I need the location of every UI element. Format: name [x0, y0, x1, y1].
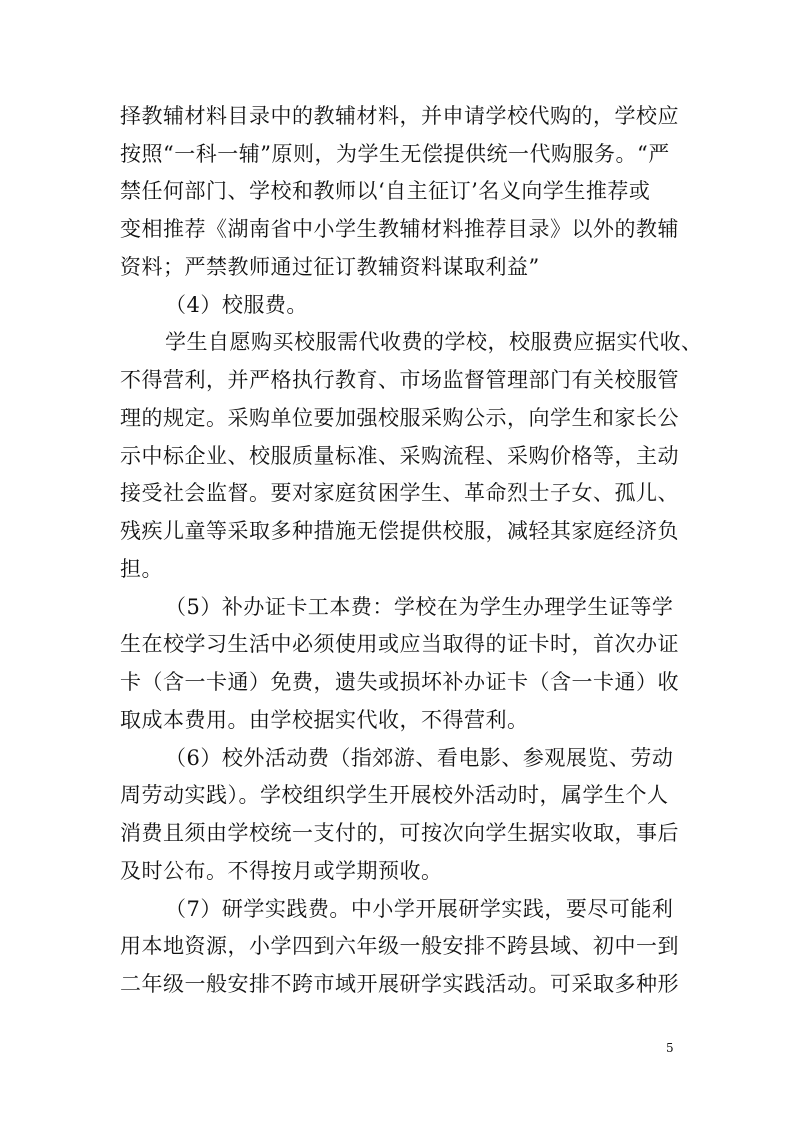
text-line: 接受社会监督。要对家庭贫困学生、革命烈士子女、孤儿、 — [120, 481, 679, 505]
text-line: 理的规定。采购单位要加强校服采购公示，向学生和家长公 — [120, 406, 679, 430]
text-line: 择教辅材料目录中的教辅材料，并申请学校代购的，学校应 — [120, 104, 679, 128]
page-number: 5 — [666, 1041, 674, 1055]
text-line: 不得营利，并严格执行教育、市场监督管理部门有关校服管 — [120, 368, 679, 392]
text-line: （6）校外活动费（指郊游、看电影、参观展览、劳动 — [165, 746, 674, 770]
text-line: 资料；严禁教师通过征订教辅资料谋取利益” — [120, 255, 540, 279]
text-line: 示中标企业、校服质量标准、采购流程、采购价格等，主动 — [120, 444, 679, 468]
text-line: 生在校学习生活中必须使用或应当取得的证卡时，首次办证 — [120, 632, 679, 656]
text-line: 周劳动实践）。学校组织学生开展校外活动时，属学生个人 — [120, 783, 669, 807]
text-line: 及时公布。不得按月或学期预收。 — [120, 859, 443, 883]
text-line: 二年级一般安排不跨市域开展研学实践活动。可采取多种形 — [120, 972, 679, 996]
text-line: 卡（含一卡通）免费，遗失或损坏补办证卡（含一卡通）收 — [120, 670, 679, 694]
text-line: 变相推荐《湖南省中小学生教辅材料推荐目录》以外的教辅 — [120, 217, 679, 241]
text-line: 担。 — [120, 557, 163, 581]
text-line: 禁任何部门、学校和教师以‘自主征订’名义向学生推荐或 — [120, 179, 651, 203]
section-heading: （4）校服费。 — [165, 293, 308, 317]
text-line: 残疾儿童等采取多种措施无偿提供校服，减轻其家庭经济负 — [120, 519, 679, 543]
text-line: （7）研学实践费。中小学开展研学实践，要尽可能利 — [165, 897, 674, 921]
text-line: 取成本费用。由学校据实代收，不得营利。 — [120, 708, 529, 732]
text-line: 按照“一科一辅”原则，为学生无偿提供统一代购服务。“严 — [120, 142, 670, 166]
text-line: （5）补办证卡工本费：学校在为学生办理学生证等学 — [165, 595, 674, 619]
text-line: 用本地资源，小学四到六年级一般安排不跨县域、初中一到 — [120, 934, 679, 958]
text-line: 消费且须由学校统一支付的，可按次向学生据实收取，事后 — [120, 821, 679, 845]
text-line: 学生自愿购买校服需代收费的学校，校服费应据实代收、 — [165, 330, 703, 354]
